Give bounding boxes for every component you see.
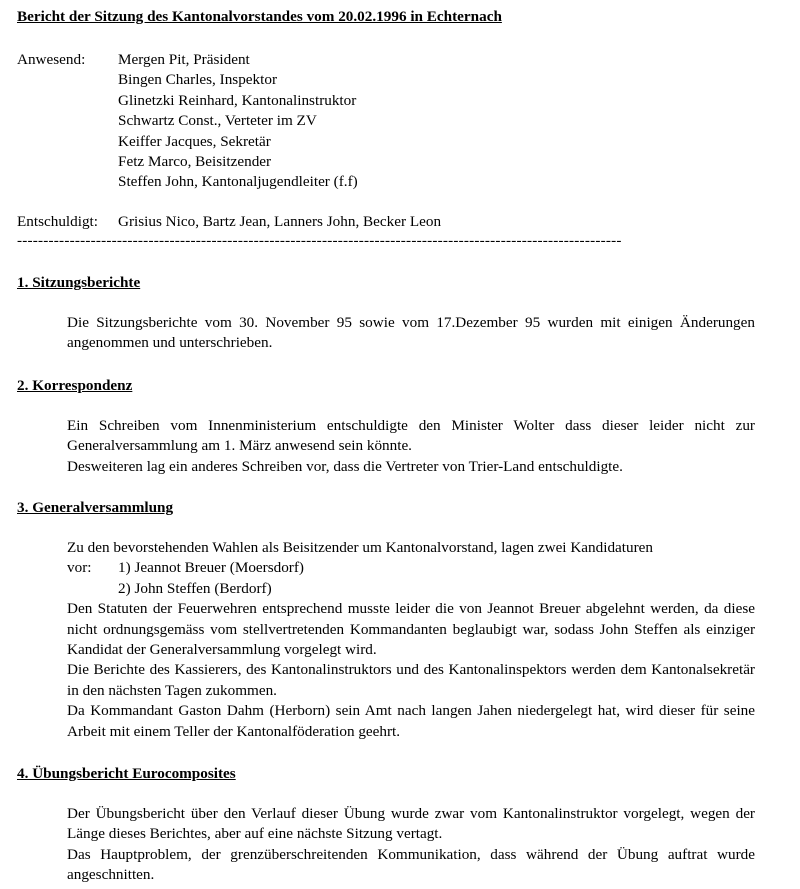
excused-names: Grisius Nico, Bartz Jean, Lanners John, Becker Leon [118, 213, 442, 230]
document-title: Bericht der Sitzung des Kantonalvorstandes vom 20.02.1996 in Echternach [17, 8, 502, 25]
document [17, 6, 757, 884]
paragraph: Das Hauptproblem, der grenzüberschreitenden Kommunikation, dass während der Übung auftrat wurde angeschnitten. [67, 845, 755, 884]
attendee: Steffen John, Kantonaljugendleiter (f.f) [118, 173, 358, 191]
section-korrespondenz [17, 376, 757, 477]
section-title: 3. Generalversammlung [17, 499, 174, 516]
attendee: Fetz Marco, Beisitzender [118, 152, 272, 170]
paragraph: Zu den bevorstehenden Wahlen als Beisitzender um Kantonalvorstand, lagen zwei Kandidaturen [67, 539, 653, 556]
section-title: 4. Übungsbericht Eurocomposites [17, 765, 236, 782]
attendance-label: Anwesend: [17, 51, 86, 68]
excused-block [17, 212, 441, 232]
separator-line: ------------------------------------------------------------------------------------------------------------------- [17, 232, 622, 249]
section-uebungsbericht [17, 764, 757, 886]
attendee: Keiffer Jacques, Sekretär [118, 132, 271, 150]
section-title: 1. Sitzungsberichte [17, 274, 141, 291]
candidate-item: 2) John Steffen (Berdorf) [118, 579, 272, 597]
paragraph: Die Sitzungsberichte vom 30. November 95 sowie vom 17.Dezember 95 wurden mit einigen Änderungen angenommen und unterschrieben. [67, 314, 755, 352]
section-sitzungsberichte [17, 273, 757, 354]
section-body [67, 538, 755, 742]
paragraph: Ein Schreiben vom Innenministerium entschuldigte den Minister Wolter dass dieser leider nicht zur Generalversammlung am 1. März anwesend sein könnte. [67, 417, 755, 455]
candidate-item: 1) Jeannot Breuer (Moersdorf) [118, 559, 304, 577]
section-generalversammlung [17, 498, 757, 742]
attendee: Glinetzki Reinhard, Kantonalinstruktor [118, 91, 357, 109]
section-body [67, 804, 755, 886]
excused-label: Entschuldigt: [17, 213, 98, 230]
paragraph: Da Kommandant Gaston Dahm (Herborn) sein Amt nach langen Jahen niedergelegt hat, wird dieser für seine Arbeit mit einem Teller der Kantonalföderation geehrt. [67, 702, 755, 740]
vor-label: vor: [67, 559, 92, 577]
section-body [67, 313, 755, 354]
paragraph: Der Übungsbericht über den Verlauf dieser Übung wurde zwar vom Kantonalinstruktor vorgelegt, wegen der Länge dieses Berichtes, aber auf eine nächste Sitzung vertagt. [67, 805, 755, 843]
paragraph: Desweiteren lag ein anderes Schreiben vor, dass die Vertreter von Trier-Land entschuldigte. [67, 457, 623, 475]
attendee: Bingen Charles, Inspektor [118, 71, 278, 89]
candidate-list [67, 558, 755, 599]
paragraph: Die Berichte des Kassierers, des Kantonalinstruktors und des Kantonalinspektors werden dem Kantonalsekretär in den nächsten Tagen zukommen. [67, 661, 755, 699]
attendance-list [118, 50, 358, 193]
attendee: Schwartz Const., Verteter im ZV [118, 112, 317, 130]
paragraph: Den Statuten der Feuerwehren entsprechend musste leider die von Jeannot Breuer abgelehnt werden, da diese nicht ordnungsgemäss vom stellvertretenden Kommandanten beglaubigt war, sodass John Steffen als einziger Kandidat der Generalversammlung vorgelegt wird. [67, 600, 755, 659]
section-body [67, 416, 755, 477]
attendee: Mergen Pit, Präsident [118, 51, 250, 68]
section-title: 2. Korrespondenz [17, 377, 133, 394]
